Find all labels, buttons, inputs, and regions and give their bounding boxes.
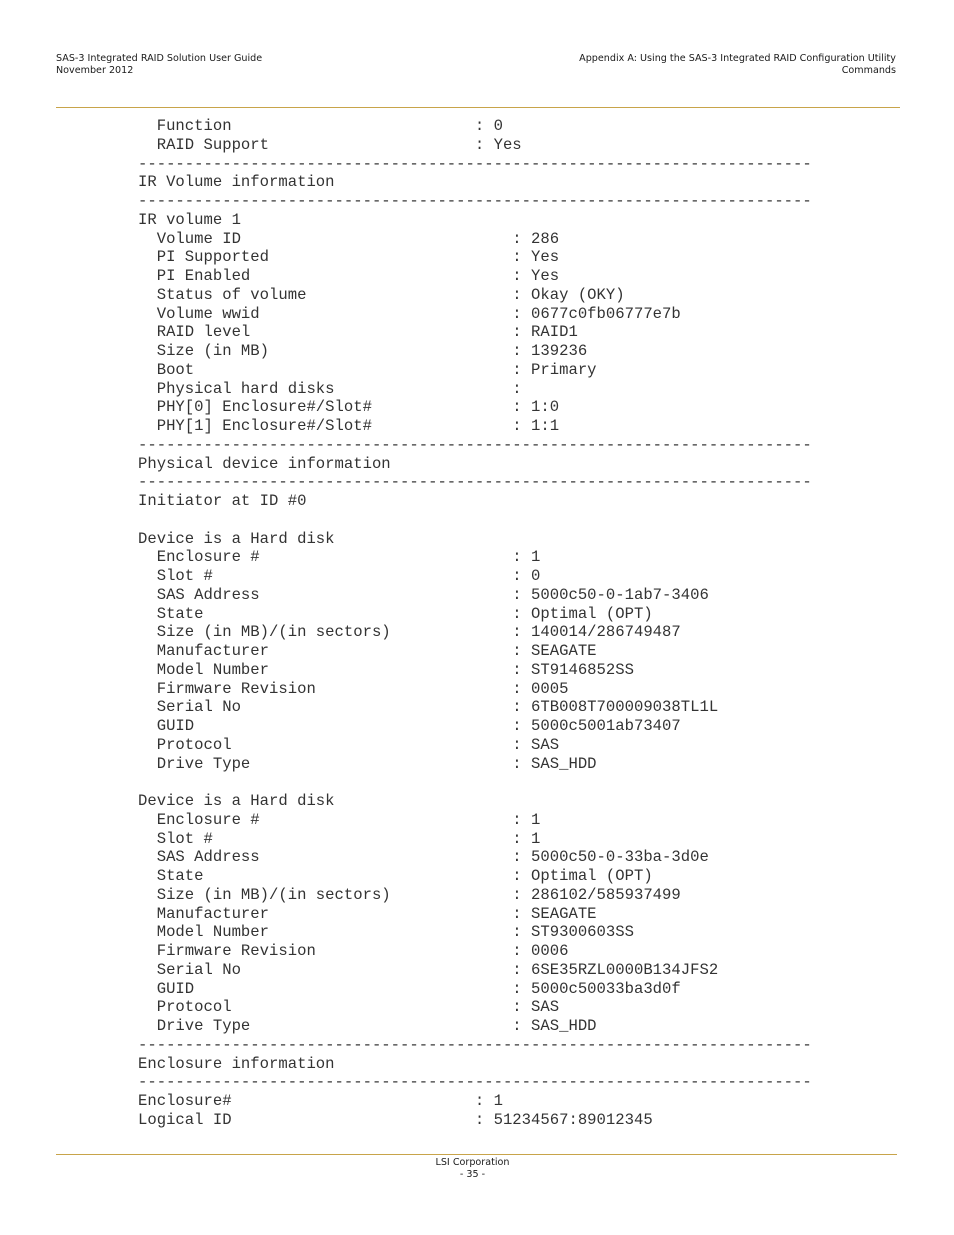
code-line: ------------------------------------------------------------------------ [138, 192, 812, 210]
code-line: Firmware Revision : 0006 [138, 942, 569, 960]
code-line: Logical ID : 51234567:89012345 [138, 1110, 653, 1129]
code-line: Enclosure# : 1 [138, 1092, 503, 1110]
code-line: ------------------------------------------------------------------------ [138, 473, 812, 492]
code-line: Device is a Hard disk [138, 529, 335, 548]
page-header-left [56, 53, 262, 77]
code-line: Volume wwid : 0677c0fb06777e7b [138, 304, 681, 323]
code-line: Firmware Revision : 0005 [138, 679, 569, 698]
code-line: RAID Support : Yes [138, 135, 522, 154]
code-line: PHY[1] Enclosure#/Slot# : 1:1 [138, 417, 560, 435]
code-line: ------------------------------------------------------------------------ [138, 154, 812, 173]
code-line: Volume ID : 286 [138, 229, 560, 248]
code-line: Model Number : ST9300603SS [138, 923, 634, 942]
page-header-right [579, 53, 896, 77]
code-line: Physical hard disks : [138, 379, 522, 398]
code-line: RAID level : RAID1 [138, 323, 578, 342]
header-divider [56, 107, 900, 108]
code-line: Drive Type : SAS_HDD [138, 754, 597, 773]
code-line: SAS Address : 5000c50-0-33ba-3d0e [138, 848, 709, 867]
code-line: Status of volume : Okay (OKY) [138, 285, 625, 304]
code-line: SAS Address : 5000c50-0-1ab7-3406 [138, 585, 709, 604]
code-line: State : Optimal (OPT) [138, 867, 653, 885]
code-line: GUID : 5000c50033ba3d0f [138, 979, 681, 998]
code-line: Physical device information [138, 454, 391, 473]
section-title-continued: Commands [841, 65, 896, 76]
code-line: PI Enabled : Yes [138, 267, 560, 285]
footer-divider [56, 1154, 897, 1155]
code-line: Protocol : SAS [138, 998, 560, 1017]
code-line: IR volume 1 [138, 210, 241, 229]
code-line: Enclosure information [138, 1054, 335, 1073]
code-line: State : Optimal (OPT) [138, 604, 653, 623]
code-line: Size (in MB)/(in sectors) : 286102/585937499 [138, 885, 681, 904]
footer-company: LSI Corporation [435, 1157, 510, 1168]
code-line: Enclosure # : 1 [138, 810, 541, 829]
code-line: Slot # : 0 [138, 567, 541, 585]
code-line: Enclosure # : 1 [138, 548, 541, 567]
code-line: Model Number : ST9146852SS [138, 660, 634, 679]
code-line [138, 773, 812, 792]
section-title: Appendix A: Using the SAS-3 Integrated RAID Configuration Utility [579, 53, 896, 64]
command-output-listing [138, 117, 812, 1130]
code-line: Size (in MB)/(in sectors) : 140014/286749487 [138, 623, 681, 642]
code-line: ------------------------------------------------------------------------ [138, 435, 812, 454]
code-line: PHY[0] Enclosure#/Slot# : 1:0 [138, 398, 560, 417]
page-number: - 35 - [459, 1169, 486, 1180]
code-line [138, 511, 812, 530]
document-date: November 2012 [56, 65, 134, 76]
document-title: SAS-3 Integrated RAID Solution User Guide [56, 53, 263, 64]
code-line: ------------------------------------------------------------------------ [138, 1035, 812, 1054]
page-footer [0, 1157, 945, 1181]
code-line: GUID : 5000c5001ab73407 [138, 717, 681, 735]
code-line: Function : 0 [138, 117, 503, 135]
code-line: Boot : Primary [138, 360, 597, 379]
code-line: Serial No : 6SE35RZL0000B134JFS2 [138, 960, 719, 979]
code-line: Manufacturer : SEAGATE [138, 904, 597, 923]
code-line: Protocol : SAS [138, 735, 560, 754]
code-line: Size (in MB) : 139236 [138, 342, 588, 360]
code-line: IR Volume information [138, 173, 335, 192]
code-line: Slot # : 1 [138, 829, 541, 848]
code-line: ------------------------------------------------------------------------ [138, 1073, 812, 1092]
code-line: PI Supported : Yes [138, 248, 560, 267]
code-line: Serial No : 6TB008T700009038TL1L [138, 698, 719, 717]
code-line: Drive Type : SAS_HDD [138, 1017, 597, 1035]
code-line: Device is a Hard disk [138, 792, 335, 810]
code-line: Initiator at ID #0 [138, 492, 307, 510]
code-line: Manufacturer : SEAGATE [138, 642, 597, 660]
